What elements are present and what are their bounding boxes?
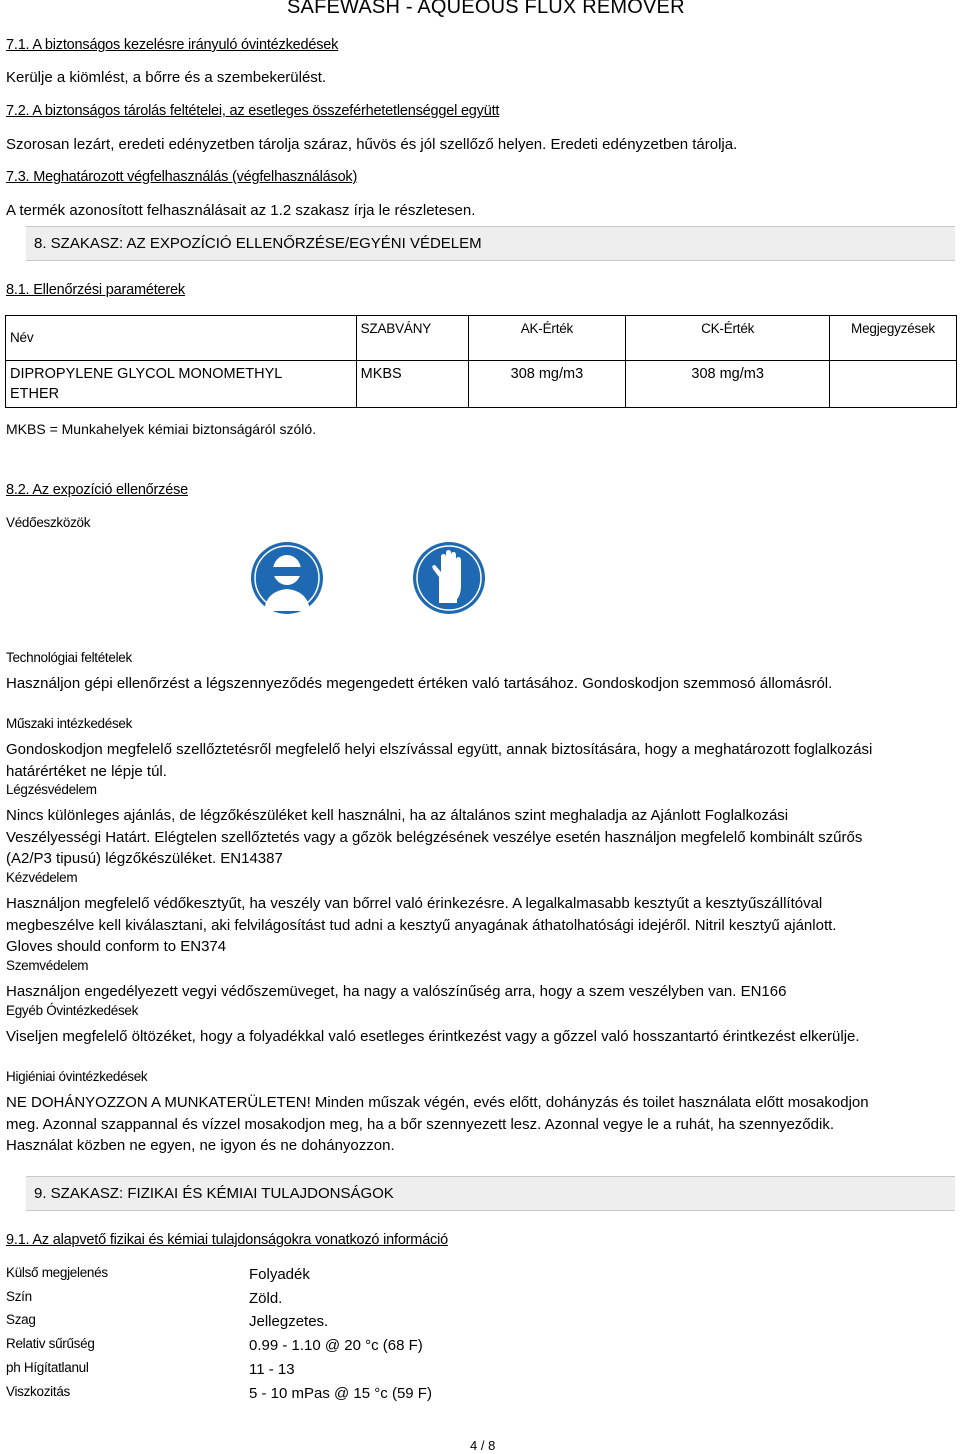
document-title: SAFEWASH - AQUEOUS FLUX REMOVER [287,0,685,18]
prop-key: Szag [6,1312,36,1327]
text-7-3: A termék azonosított felhasználásait az 1.2 szakasz írja le részletesen. [6,202,476,219]
col-header-name: Név [6,316,357,361]
prop-key: Viszkozitás [6,1384,70,1399]
label-other-precautions: Egyéb Óvintézkedések [6,1003,139,1018]
prop-key: Relativ sűrűség [6,1336,95,1351]
text-technical-measures: Gondoskodjon megfelelő szellőztetésről megfelelő helyi elszívással együtt, annak biztosítására, hogy a meghatározott foglalkozási határértéket ne lépje túl. [6,741,873,780]
label-technical-measures: Műszaki intézkedések [6,716,133,731]
hand-protection-icon [412,541,486,615]
table-footnote: MKBS = Munkahelyek kémiai biztonságáról szóló. [6,421,317,437]
cell-ck: 308 mg/m3 [626,361,830,408]
section-9-band [26,1176,955,1211]
label-technological: Technológiai feltételek [6,650,132,665]
cell-name: DIPROPYLENE GLYCOL MONOMETHYL ETHER [6,361,357,408]
prop-value: 5 - 10 mPas @ 15 °c (59 F) [249,1385,432,1402]
label-eye-protection: Szemvédelem [6,958,89,973]
prop-value: 0.99 - 1.10 @ 20 °c (68 F) [249,1337,423,1354]
text-eye-protection: Használjon engedélyezett vegyi védőszemüveget, ha nagy a valószínűség arra, hogy a szem veszélyben van. EN166 [6,983,787,1000]
eye-protection-icon [250,541,324,615]
heading-8-2: 8.2. Az expozíció ellenőrzése [6,482,189,498]
text-technological: Használjon gépi ellenőrzést a légszennyeződés megengedett értéken való tartásához. Gondoskodjon szemmosó állomásról. [6,675,833,692]
prop-key: Külső megjelenés [6,1265,108,1280]
heading-8-1: 8.1. Ellenőrzési paraméterek [6,282,185,298]
table-row [6,361,957,408]
cell-note [830,361,957,408]
col-header-ak: AK-Érték [468,316,626,361]
label-respiratory: Légzésvédelem [6,782,97,797]
page-number: 4 / 8 [470,1438,496,1453]
prop-value: 11 - 13 [249,1361,295,1378]
ppe-label: Védőeszközök [6,515,91,530]
heading-7-3: 7.3. Meghatározott végfelhasználás (végfelhasználások) [6,169,358,185]
heading-9-1: 9.1. Az alapvető fizikai és kémiai tulajdonságokra vonatkozó információ [6,1232,448,1248]
prop-value: Zöld. [249,1290,283,1307]
section-8-title: 8. SZAKASZ: AZ EXPOZÍCIÓ ELLENŐRZÉSE/EGYÉNI VÉDELEM [34,235,482,252]
col-header-notes: Megjegyzések [830,316,957,361]
prop-key: ph Hígítatlanul [6,1360,89,1375]
text-respiratory: Nincs különleges ajánlás, de légzőkészüléket kell használni, ha az általános szint meghaladja az Ajánlott Foglalkozási Veszélyességi Határt. Elégtelen szellőztetés vagy a gőzök belégzésének veszélye esetén használjon megfelelő kombinált szűrős (A2/P3 tipusú) légzőkészüléket. EN14387 [6,807,863,867]
exposure-limits-table [5,315,957,408]
cell-standard: MKBS [356,361,468,408]
col-header-ck: CK-Érték [626,316,830,361]
text-other-precautions: Viseljen megfelelő öltözéket, hogy a folyadékkal való esetleges érintkezést vagy a gőzzel való hosszantartó érintkezést elkerülje. [6,1028,860,1045]
section-9-title: 9. SZAKASZ: FIZIKAI ÉS KÉMIAI TULAJDONSÁGOK [34,1185,394,1202]
prop-value: Jellegzetes. [249,1313,329,1330]
text-hygiene: NE DOHÁNYOZZON A MUNKATERÜLETEN! Minden műszak végén, evés előtt, dohányzás és toilet használata előtt mosakodjon meg. Azonnal szappannal és vízzel mosakodjon meg, ha a bőr szennyezett lesz. Azonnal vegye le a ruhát, ha szennyeződik. Használat közben ne egyen, ne igyon és ne dohányozzon. [6,1094,869,1154]
label-hand-protection: Kézvédelem [6,870,78,885]
label-hygiene: Higiéniai óvintézkedések [6,1069,148,1084]
col-header-standard: SZABVÁNY [356,316,468,361]
heading-7-2: 7.2. A biztonságos tárolás feltételei, az esetleges összeférhetetlenséggel együtt [6,103,500,119]
prop-value: Folyadék [249,1266,310,1283]
text-7-1: Kerülje a kiömlést, a bőrre és a szembekerülést. [6,69,327,86]
cell-ak: 308 mg/m3 [468,361,626,408]
text-hand-protection: Használjon megfelelő védőkesztyűt, ha veszély van bőrrel való érinkezésre. A legalkalmasabb kesztyűt a kesztyűszállítóval megbeszélve kell kiválasztani, aki felvilágosítást tud adni a kesztyű anyagának áthatolhatósági idejéről. Nitril kesztyű ajánlott. Gloves should conform to EN374 [6,895,837,955]
prop-key: Szín [6,1289,32,1304]
section-8-band [26,226,955,261]
text-7-2: Szorosan lezárt, eredeti edényzetben tárolja száraz, hűvös és jól szellőző helyen. Eredeti edényzetben tárolja. [6,136,738,153]
heading-7-1: 7.1. A biztonságos kezelésre irányuló óvintézkedések [6,37,339,53]
